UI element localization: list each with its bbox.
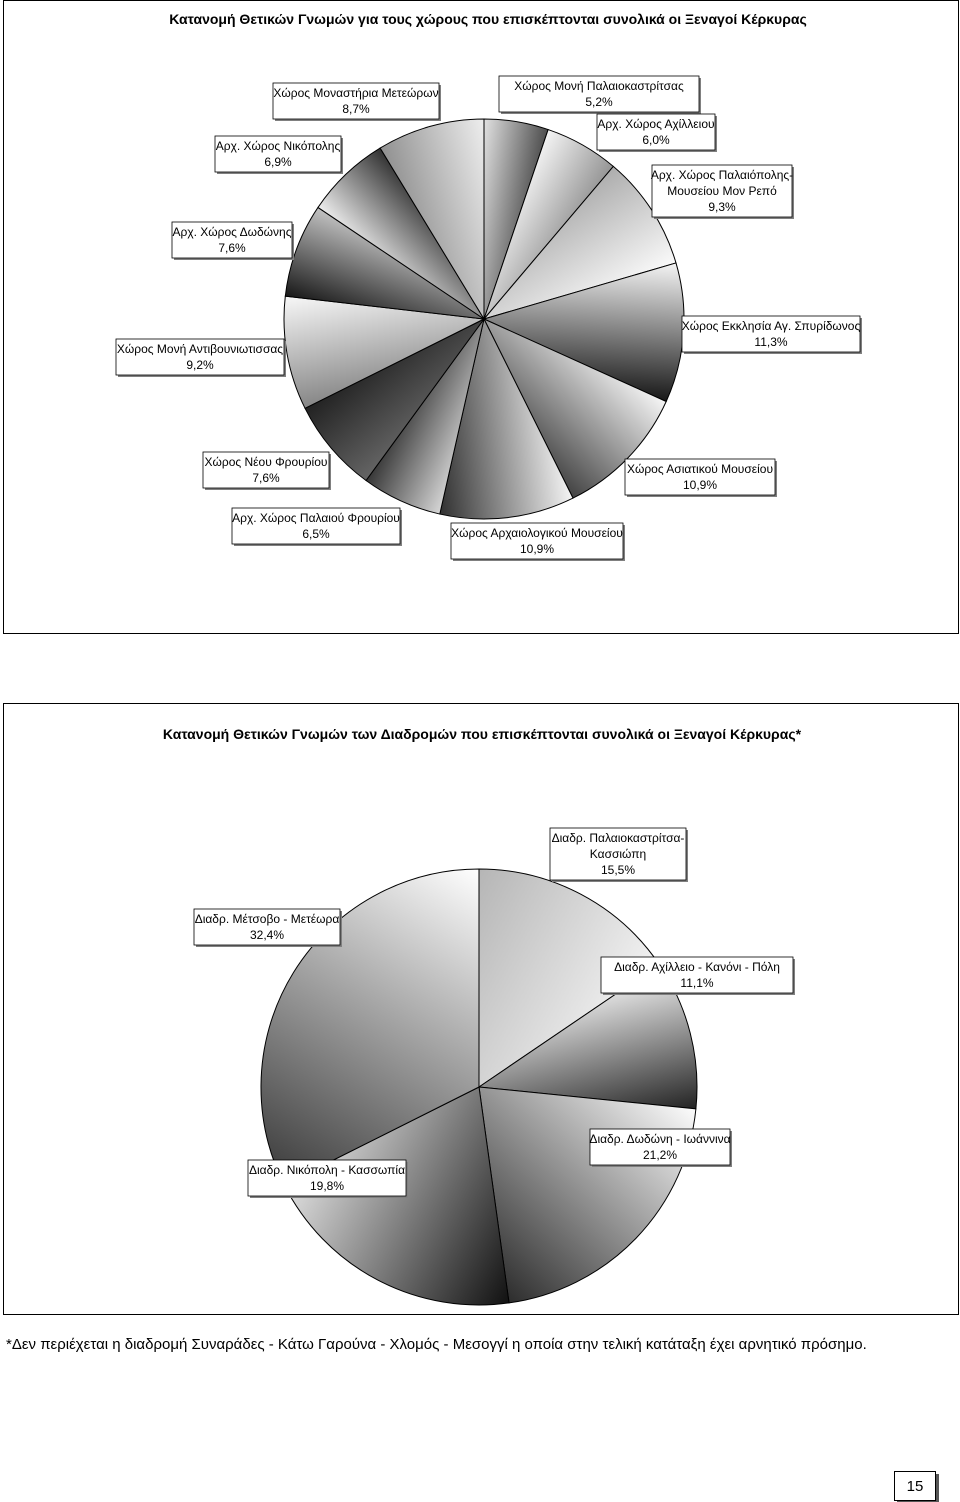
slice-label-text: Χώρος Μονή Αντιβουνιωτισσας — [116, 342, 284, 356]
slice-label — [232, 508, 402, 546]
slice-label — [116, 339, 286, 377]
slice-label-text: Αρχ. Χώρος Δωδώνης — [172, 225, 292, 239]
slice-label-text: Αρχ. Χώρος Παλαιού Φρουρίου — [232, 511, 400, 525]
slice-label — [499, 76, 701, 114]
slice-label — [597, 114, 717, 152]
slice-label — [651, 165, 794, 219]
slice-label-text: Χώρος Νέου Φρουρίου — [204, 455, 328, 469]
slice-percent: 6,0% — [642, 133, 670, 147]
slice-label-text: Αρχ. Χώρος Νικόπολης — [215, 139, 341, 153]
slice-percent: 8,7% — [342, 102, 370, 116]
slice-label-text: Διαδρ. Αχίλλειο - Κανόνι - Πόλη — [614, 960, 780, 974]
slice-label-text: Διαδρ. Παλαιοκαστρίτσα- — [551, 831, 685, 845]
slice-percent: 10,9% — [519, 542, 555, 556]
slice-percent: 21,2% — [642, 1148, 678, 1162]
pie-slice — [479, 1087, 696, 1303]
slice-percent: 7,6% — [218, 241, 246, 255]
slice-percent: 19,8% — [309, 1179, 345, 1193]
slice-label-text: Αρχ. Χώρος Παλαιόπολης- — [650, 168, 794, 182]
slice-percent: 9,2% — [186, 358, 214, 372]
slice-label — [550, 828, 688, 882]
slice-percent: 9,3% — [708, 200, 736, 214]
slice-label-text: Χώρος Εκκλησία Αγ. Σπυρίδωνος — [681, 319, 861, 333]
slice-label-text: Αρχ. Χώρος Αχίλλειου — [597, 117, 715, 131]
slice-label-text: Χώρος Αρχαιολογικού Μουσείου — [451, 526, 623, 540]
slice-label — [601, 957, 795, 995]
slice-label — [194, 909, 342, 947]
slice-label — [451, 523, 625, 561]
pie-chart-routes — [4, 704, 958, 1314]
slice-label — [589, 1129, 732, 1167]
pie-chart-sites — [4, 1, 958, 633]
chart-title: Κατανομή Θετικών Γνωμών των Διαδρομών που επισκέπτονται συνολικά οι Ξεναγοί Κέρκυρας* — [162, 726, 802, 742]
slice-label — [273, 83, 441, 121]
slice-percent: 32,4% — [249, 928, 285, 942]
chart-frame-sites — [3, 0, 959, 634]
slice-label — [625, 459, 777, 497]
slice-percent: 6,5% — [302, 527, 330, 541]
chart-frame-routes — [3, 703, 959, 1315]
slice-percent: 7,6% — [252, 471, 280, 485]
slice-percent: 11,1% — [680, 976, 714, 990]
slice-percent: 6,9% — [264, 155, 292, 169]
slice-label — [172, 222, 294, 260]
slice-label-text: Διαδρ. Μέτσοβο - Μετέωρα — [194, 912, 340, 926]
slice-label-text: Διαδρ. Νικόπολη - Κασσωπία — [248, 1163, 406, 1177]
slice-label — [203, 452, 331, 490]
page-number: 15 — [894, 1471, 936, 1501]
slice-label-text: Χώρος Μονή Παλαιοκαστρίτσας — [514, 79, 684, 93]
slice-percent: 11,3% — [754, 335, 788, 349]
slice-label — [682, 316, 862, 354]
slice-label-text: Διαδρ. Δωδώνη - Ιωάννινα — [589, 1132, 731, 1146]
slice-label-text: Χώρος Ασιατικού Μουσείου — [626, 462, 774, 476]
slice-percent: 10,9% — [682, 478, 718, 492]
chart-title: Κατανομή Θετικών Γνωμών για τους χώρους που επισκέπτονται συνολικά οι Ξεναγοί Κέρκυρας — [169, 11, 807, 27]
slice-label-text: Κασσιώπη — [589, 847, 647, 861]
slice-label-text: Μουσείου Μον Ρεπό — [667, 184, 777, 198]
slice-percent: 5,2% — [585, 95, 613, 109]
slice-percent: 15,5% — [600, 863, 636, 877]
slice-label — [215, 136, 343, 174]
slice-label-text: Χώρος Μοναστήρια Μετεώρων — [273, 86, 439, 100]
footnote: *Δεν περιέχεται η διαδρομή Συναράδες - Κάτω Γαρούνα - Χλομός - Μεσογγί η οποία στην τελική κατάταξη έχει αρνητικό πρόσημο. — [6, 1336, 867, 1353]
slice-label — [248, 1160, 408, 1198]
